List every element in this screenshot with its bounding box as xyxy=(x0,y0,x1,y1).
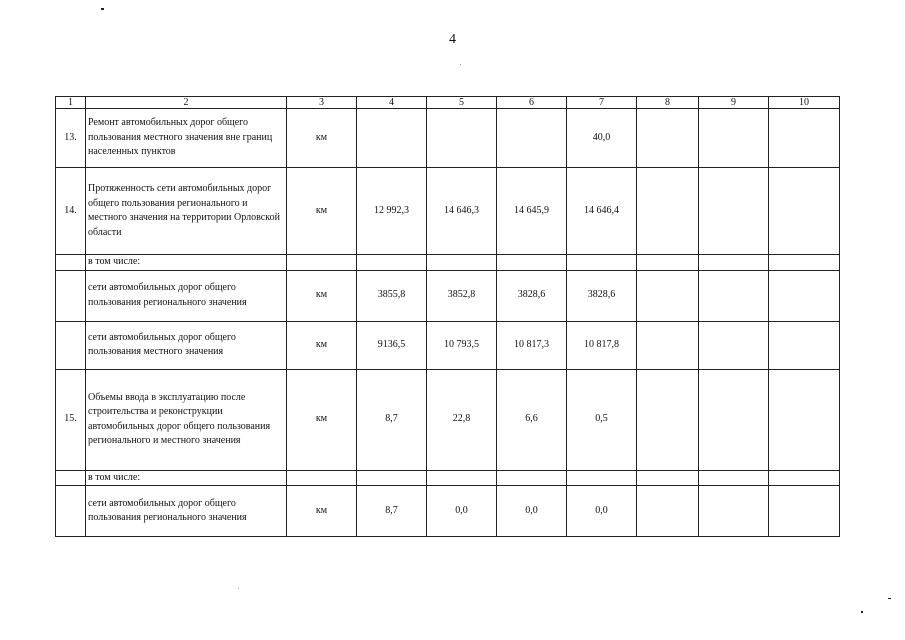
table-row xyxy=(56,369,840,470)
value-cell: 10 817,8 xyxy=(567,321,637,369)
value-cell xyxy=(497,255,567,271)
unit-cell: км xyxy=(287,486,357,537)
column-header: 10 xyxy=(769,97,840,109)
value-cell xyxy=(357,470,427,486)
unit-cell xyxy=(287,255,357,271)
value-cell: 0,0 xyxy=(567,486,637,537)
value-cell xyxy=(699,486,769,537)
value-cell xyxy=(497,470,567,486)
value-cell: 10 793,5 xyxy=(427,321,497,369)
column-header: 5 xyxy=(427,97,497,109)
value-cell xyxy=(699,369,769,470)
scan-speck xyxy=(888,598,891,599)
value-cell xyxy=(699,255,769,271)
table-row xyxy=(56,470,840,486)
value-cell: 6,6 xyxy=(497,369,567,470)
value-cell xyxy=(699,270,769,321)
value-cell xyxy=(769,255,840,271)
value-cell xyxy=(769,270,840,321)
value-cell: 3852,8 xyxy=(427,270,497,321)
value-cell xyxy=(497,109,567,168)
value-cell xyxy=(637,270,699,321)
scan-speck xyxy=(101,8,104,10)
value-cell: 9136,5 xyxy=(357,321,427,369)
value-cell: 0,5 xyxy=(567,369,637,470)
value-cell xyxy=(699,470,769,486)
scan-speck xyxy=(238,588,239,589)
value-cell: 0,0 xyxy=(497,486,567,537)
row-number xyxy=(56,321,86,369)
indicator-name: в том числе: xyxy=(86,255,287,271)
value-cell xyxy=(637,470,699,486)
unit-cell: км xyxy=(287,109,357,168)
value-cell xyxy=(769,109,840,168)
column-header: 2 xyxy=(86,97,287,109)
value-cell xyxy=(637,486,699,537)
value-cell: 14 645,9 xyxy=(497,168,567,255)
value-cell: 3828,6 xyxy=(497,270,567,321)
column-header: 8 xyxy=(637,97,699,109)
indicator-name: сети автомобильных дорог общего пользования регионального значения xyxy=(86,270,287,321)
value-cell xyxy=(567,255,637,271)
value-cell: 14 646,3 xyxy=(427,168,497,255)
indicator-name: в том числе: xyxy=(86,470,287,486)
value-cell: 8,7 xyxy=(357,369,427,470)
table-row xyxy=(56,270,840,321)
table-row xyxy=(56,321,840,369)
value-cell xyxy=(427,470,497,486)
column-header: 1 xyxy=(56,97,86,109)
row-number: 14. xyxy=(56,168,86,255)
indicator-name: сети автомобильных дорог общего пользования регионального значения xyxy=(86,486,287,537)
value-cell: 8,7 xyxy=(357,486,427,537)
table-row xyxy=(56,168,840,255)
value-cell xyxy=(699,168,769,255)
unit-cell: км xyxy=(287,369,357,470)
value-cell xyxy=(637,255,699,271)
indicator-name: Протяженность сети автомобильных дорог общего пользования регионального и местного значения на территории Орловской области xyxy=(86,168,287,255)
indicator-name: сети автомобильных дорог общего пользования местного значения xyxy=(86,321,287,369)
value-cell: 3828,6 xyxy=(567,270,637,321)
table-row xyxy=(56,486,840,537)
row-number: 15. xyxy=(56,369,86,470)
value-cell: 40,0 xyxy=(567,109,637,168)
row-number: 13. xyxy=(56,109,86,168)
value-cell: 14 646,4 xyxy=(567,168,637,255)
value-cell: 10 817,3 xyxy=(497,321,567,369)
table-row xyxy=(56,109,840,168)
column-header: 9 xyxy=(699,97,769,109)
indicator-name: Объемы ввода в эксплуатацию после строительства и реконструкции автомобильных дорог общего пользования регионального и местного значения xyxy=(86,369,287,470)
data-table xyxy=(55,96,840,537)
value-cell: 12 992,3 xyxy=(357,168,427,255)
value-cell xyxy=(567,470,637,486)
value-cell xyxy=(769,470,840,486)
value-cell xyxy=(637,168,699,255)
value-cell xyxy=(357,255,427,271)
row-number xyxy=(56,255,86,271)
value-cell xyxy=(769,369,840,470)
value-cell xyxy=(427,255,497,271)
indicator-name: Ремонт автомобильных дорог общего пользования местного значения вне границ населенных пунктов xyxy=(86,109,287,168)
scan-speck xyxy=(861,611,863,613)
value-cell xyxy=(769,168,840,255)
value-cell xyxy=(699,109,769,168)
unit-cell: км xyxy=(287,270,357,321)
value-cell xyxy=(637,369,699,470)
value-cell xyxy=(637,109,699,168)
value-cell xyxy=(769,321,840,369)
value-cell: 0,0 xyxy=(427,486,497,537)
row-number xyxy=(56,270,86,321)
unit-cell: км xyxy=(287,168,357,255)
value-cell: 22,8 xyxy=(427,369,497,470)
header-row xyxy=(56,97,840,109)
value-cell xyxy=(699,321,769,369)
page-number: 4 xyxy=(449,32,456,47)
value-cell: 3855,8 xyxy=(357,270,427,321)
column-header: 3 xyxy=(287,97,357,109)
row-number xyxy=(56,470,86,486)
scan-speck xyxy=(460,64,461,65)
unit-cell xyxy=(287,470,357,486)
column-header: 4 xyxy=(357,97,427,109)
table-row xyxy=(56,255,840,271)
value-cell xyxy=(769,486,840,537)
column-header: 6 xyxy=(497,97,567,109)
column-header: 7 xyxy=(567,97,637,109)
value-cell xyxy=(427,109,497,168)
unit-cell: км xyxy=(287,321,357,369)
value-cell xyxy=(637,321,699,369)
value-cell xyxy=(357,109,427,168)
row-number xyxy=(56,486,86,537)
